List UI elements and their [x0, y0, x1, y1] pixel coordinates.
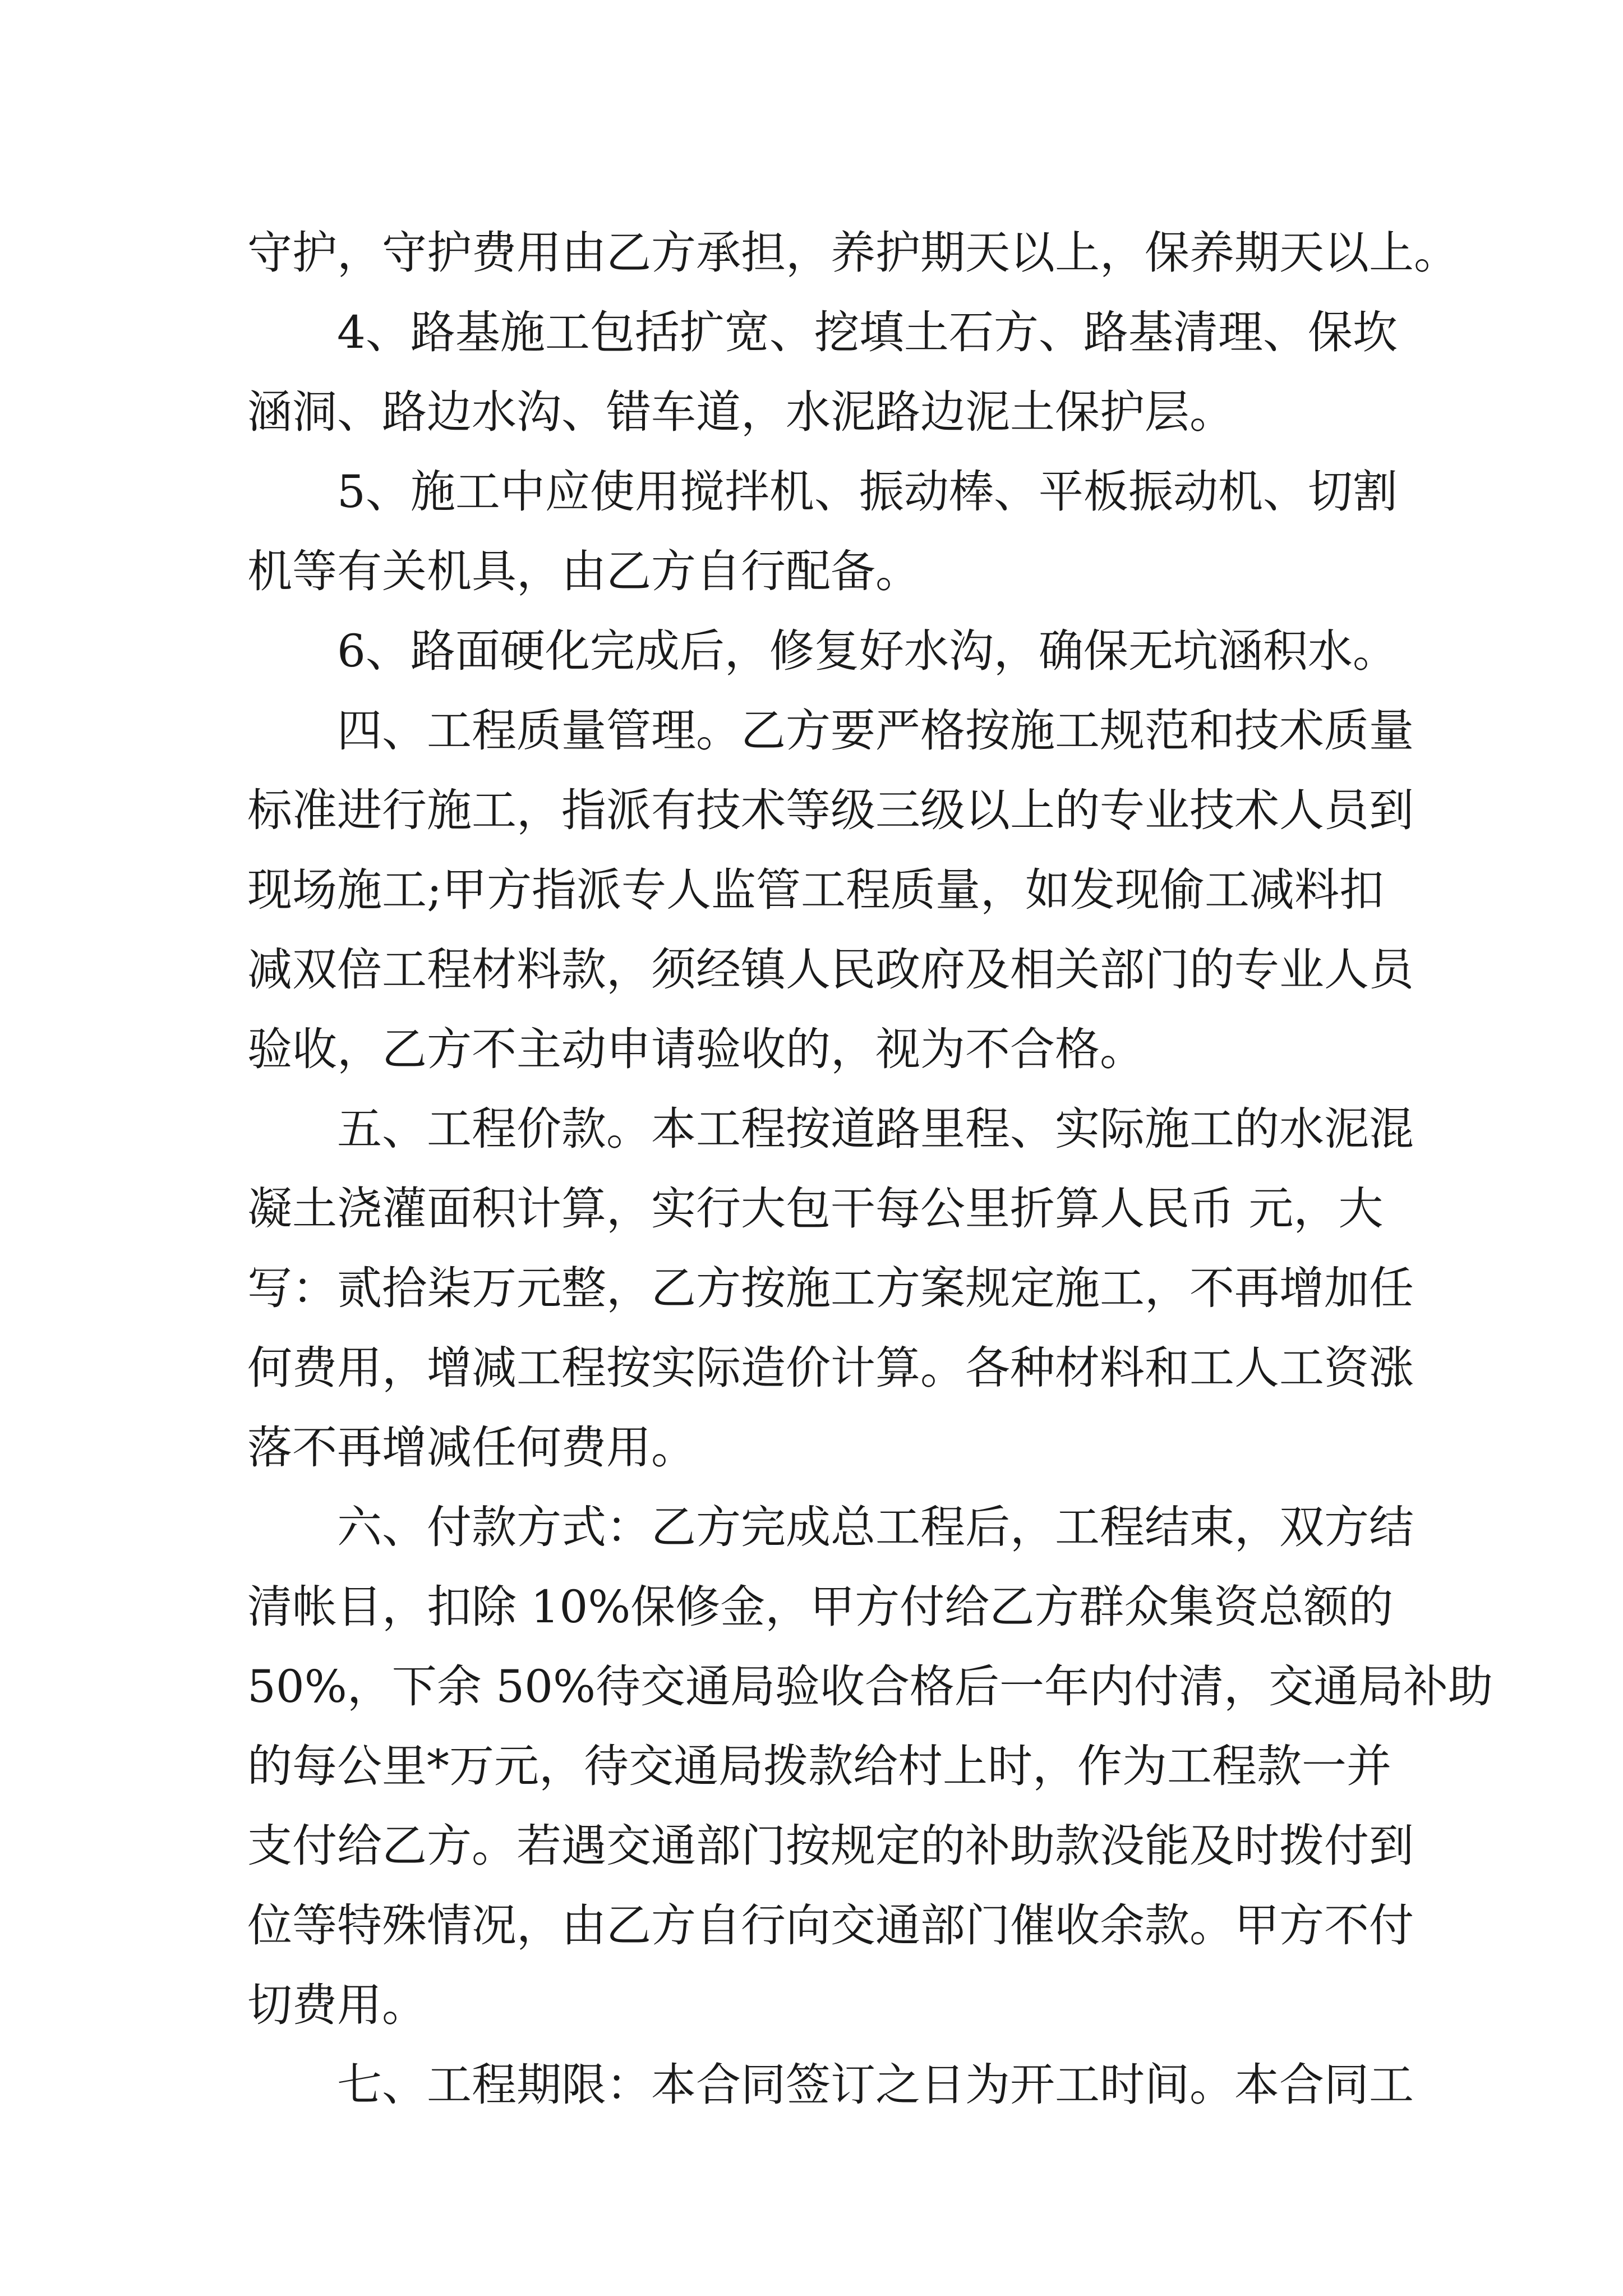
text-line: 机等有关机具，由乙方自行配备。 — [247, 545, 920, 597]
text-line: 四、工程质量管理。乙方要严格按施工规范和技术质量 — [337, 705, 1414, 757]
contract-text-body — [247, 213, 1493, 2125]
text-line: 6、路面硬化完成后，修复好水沟，确保无坑涵积水。 — [337, 625, 1398, 677]
text-line: 位等特殊情况，由乙方自行向交通部门催收余款。甲方不付 — [247, 1899, 1414, 1952]
text-line: 何费用，增减工程按实际造价计算。各种材料和工人工资涨 — [247, 1342, 1414, 1394]
text-line: 50%，下余 50%待交通局验收合格后一年内付清，交通局补助 — [247, 1660, 1493, 1713]
text-line: 守护，守护费用由乙方承担，养护期天以上，保养期天以上。 — [247, 227, 1459, 279]
text-line: 写：贰拾柒万元整，乙方按施工方案规定施工，不再增加任 — [247, 1262, 1414, 1314]
text-line: 切费用。 — [247, 1979, 427, 2031]
text-line: 4、路基施工包括扩宽、挖填土石方、路基清理、保坎 — [337, 306, 1398, 358]
text-line: 标准进行施工，指派有技术等级三级以上的专业技术人员到 — [247, 784, 1414, 836]
text-line: 五、工程价款。本工程按道路里程、实际施工的水泥混 — [337, 1103, 1414, 1155]
text-line: 的每公里*万元，待交通局拨款给村上时，作为工程款一并 — [247, 1740, 1391, 1792]
text-line: 验收，乙方不主动申请验收的，视为不合格。 — [247, 1023, 1145, 1075]
text-line: 减双倍工程材料款，须经镇人民政府及相关部门的专业人员 — [247, 944, 1414, 996]
text-line: 支付给乙方。若遇交通部门按规定的补助款没能及时拨付到 — [247, 1820, 1414, 1872]
text-line: 凝土浇灌面积计算，实行大包干每公里折算人民币 元，大 — [247, 1182, 1384, 1235]
text-line: 现场施工;甲方指派专人监管工程质量，如发现偷工减料扣 — [247, 864, 1384, 916]
text-line: 六、付款方式：乙方完成总工程后，工程结束，双方结 — [337, 1501, 1414, 1553]
text-line: 七、工程期限：本合同签订之日为开工时间。本合同工 — [337, 2059, 1414, 2111]
text-line: 清帐目，扣除 10%保修金，甲方付给乙方群众集资总额的 — [247, 1581, 1394, 1633]
text-line: 落不再增减任何费用。 — [247, 1421, 696, 1474]
text-line: 涵洞、路边水沟、错车道，水泥路边泥土保护层。 — [247, 386, 1234, 438]
text-line: 5、施工中应使用搅拌机、振动棒、平板振动机、切割 — [337, 466, 1398, 518]
